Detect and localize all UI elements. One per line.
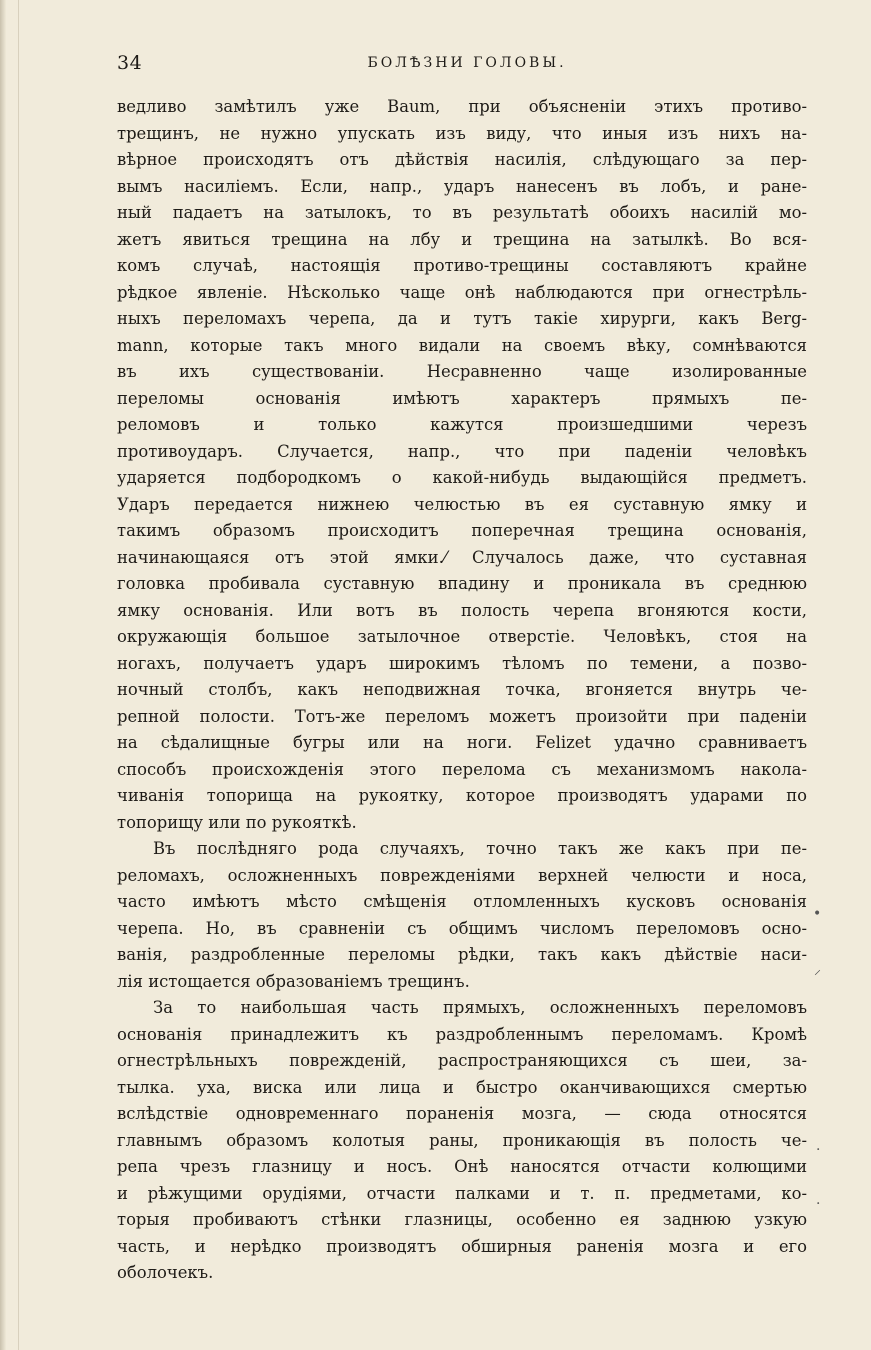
page-header — [117, 52, 817, 78]
text-line: трещинъ, не нужно упускать изъ виду, что иныя изъ нихъ на- — [117, 123, 807, 143]
text-line: ванія, раздробленные переломы рѣдки, такъ какъ дѣйствіе наси- — [117, 945, 807, 964]
text-line: топорищу или по рукояткѣ. — [117, 812, 357, 832]
text-line: вслѣдствіе одновременнаго пораненія мозга, — сюда относятся — [117, 1104, 807, 1123]
text-line: ведливо замѣтилъ уже Baum, при объясненіи этихъ противо- — [117, 97, 807, 116]
text-line: лія истощается образованіемъ трещинъ. — [117, 971, 470, 991]
text-line: такимъ образомъ происходитъ поперечная трещина основанія, — [117, 521, 807, 540]
text-line: реломовъ и только кажутся произшедшими черезъ — [117, 415, 807, 434]
text-line: ударяется подбородкомъ о какой-нибудь выдающійся предметъ. — [117, 468, 807, 487]
paragraph-1 — [117, 94, 807, 836]
text-line: ногахъ, получаетъ ударъ широкимъ тѣломъ по темени, а позво- — [117, 653, 807, 673]
text-line: основанія принадлежитъ къ раздробленнымъ переломамъ. Кромѣ — [117, 1024, 807, 1044]
text-line: на сѣдалищные бугры или на ноги. Felizet удачно сравниваетъ — [117, 733, 807, 752]
page-fold-line — [18, 0, 19, 1350]
text-line: чиванія топорища на рукоятку, которое производятъ ударами по — [117, 786, 807, 805]
text-line: и рѣжущими орудіями, отчасти палками и т. п. предметами, ко- — [117, 1183, 807, 1203]
text-line: тылка. уха, виска или лица и быстро оканчивающихся смертью — [117, 1077, 807, 1097]
text-line: За то наибольшая часть прямыхъ, осложненныхъ переломовъ — [153, 998, 807, 1017]
text-line: реломахъ, осложненныхъ поврежденіями верхней челюсти и носа, — [117, 865, 807, 885]
page-body — [117, 94, 807, 1287]
margin-mark: • — [813, 906, 822, 922]
page-number: 34 — [117, 52, 143, 74]
text-line: репной полости. Тотъ-же переломъ можетъ произойти при паденіи — [117, 706, 807, 726]
running-head: БОЛѢЗНИ ГОЛОВЫ. — [367, 55, 567, 71]
paragraph-2 — [117, 836, 807, 995]
text-line: ный падаетъ на затылокъ, то въ результатѣ обоихъ насилій мо- — [117, 203, 807, 222]
text-line: часть, и нерѣдко производятъ обширныя раненія мозга и его — [117, 1236, 807, 1256]
text-line: репа чрезъ глазницу и носъ. Онѣ наносятся отчасти колющими — [117, 1157, 807, 1176]
text-line: способъ происхожденія этого перелома съ механизмомъ накола- — [117, 759, 807, 779]
margin-mark: · — [816, 1142, 821, 1158]
text-line: переломы основанія имѣютъ характеръ прямыхъ пе- — [117, 388, 807, 408]
text-line: ночный столбъ, какъ неподвижная точка, вгоняется внутрь че- — [117, 680, 807, 699]
text-line: Въ послѣдняго рода случаяхъ, точно такъ же какъ при пе- — [153, 839, 807, 858]
text-line: черепа. Но, въ сравненіи съ общимъ числомъ переломовъ осно- — [117, 918, 807, 938]
text-line: противоударъ. Случается, напр., что при паденіи человѣкъ — [117, 441, 807, 461]
text-line: рѣдкое явленіе. Нѣсколько чаще онѣ наблюдаются при огнестрѣль- — [117, 282, 807, 302]
text-line: въ ихъ существованіи. Несравненно чаще изолированные — [117, 362, 807, 381]
text-line: комъ случаѣ, настоящія противо-трещины составляютъ крайне — [117, 256, 807, 275]
text-line: жетъ явиться трещина на лбу и трещина на затылкѣ. Во вся- — [117, 229, 807, 249]
text-line: торыя пробиваютъ стѣнки глазницы, особенно ея заднюю узкую — [117, 1210, 807, 1229]
margin-mark: ⸝ — [814, 962, 821, 978]
page-edge — [0, 0, 6, 1350]
text-line: Ударъ передается нижнею челюстью въ ея суставную ямку и — [117, 494, 807, 514]
text-line: mann, которые такъ много видали на своемъ вѣку, сомнѣваются — [117, 335, 807, 355]
margin-mark: · — [816, 1196, 821, 1212]
text-line: окружающія большое затылочное отверстіе. Человѣкъ, стоя на — [117, 627, 807, 646]
text-line: огнестрѣльныхъ поврежденій, распространяющихся съ шеи, за- — [117, 1051, 807, 1070]
text-line: головка пробивала суставную впадину и проникала въ среднюю — [117, 574, 807, 593]
text-line: начинающаяся отъ этой ямки.⁄ Случалось даже, что суставная — [117, 547, 807, 567]
text-line: ныхъ переломахъ черепа, да и тутъ такіе хирурги, какъ Berg- — [117, 309, 807, 328]
text-line: вымъ насиліемъ. Если, напр., ударъ нанесенъ въ лобъ, и ране- — [117, 176, 807, 196]
text-line: главнымъ образомъ колотыя раны, проникающія въ полость че- — [117, 1130, 807, 1150]
text-line: вѣрное происходятъ отъ дѣйствія насилія, слѣдующаго за пер- — [117, 150, 807, 169]
text-line: оболочекъ. — [117, 1263, 214, 1282]
paragraph-3 — [117, 995, 807, 1287]
text-line: часто имѣютъ мѣсто смѣщенія отломленныхъ кусковъ основанія — [117, 892, 807, 911]
text-line: ямку основанія. Или вотъ въ полость черепа вгоняются кости, — [117, 600, 807, 620]
